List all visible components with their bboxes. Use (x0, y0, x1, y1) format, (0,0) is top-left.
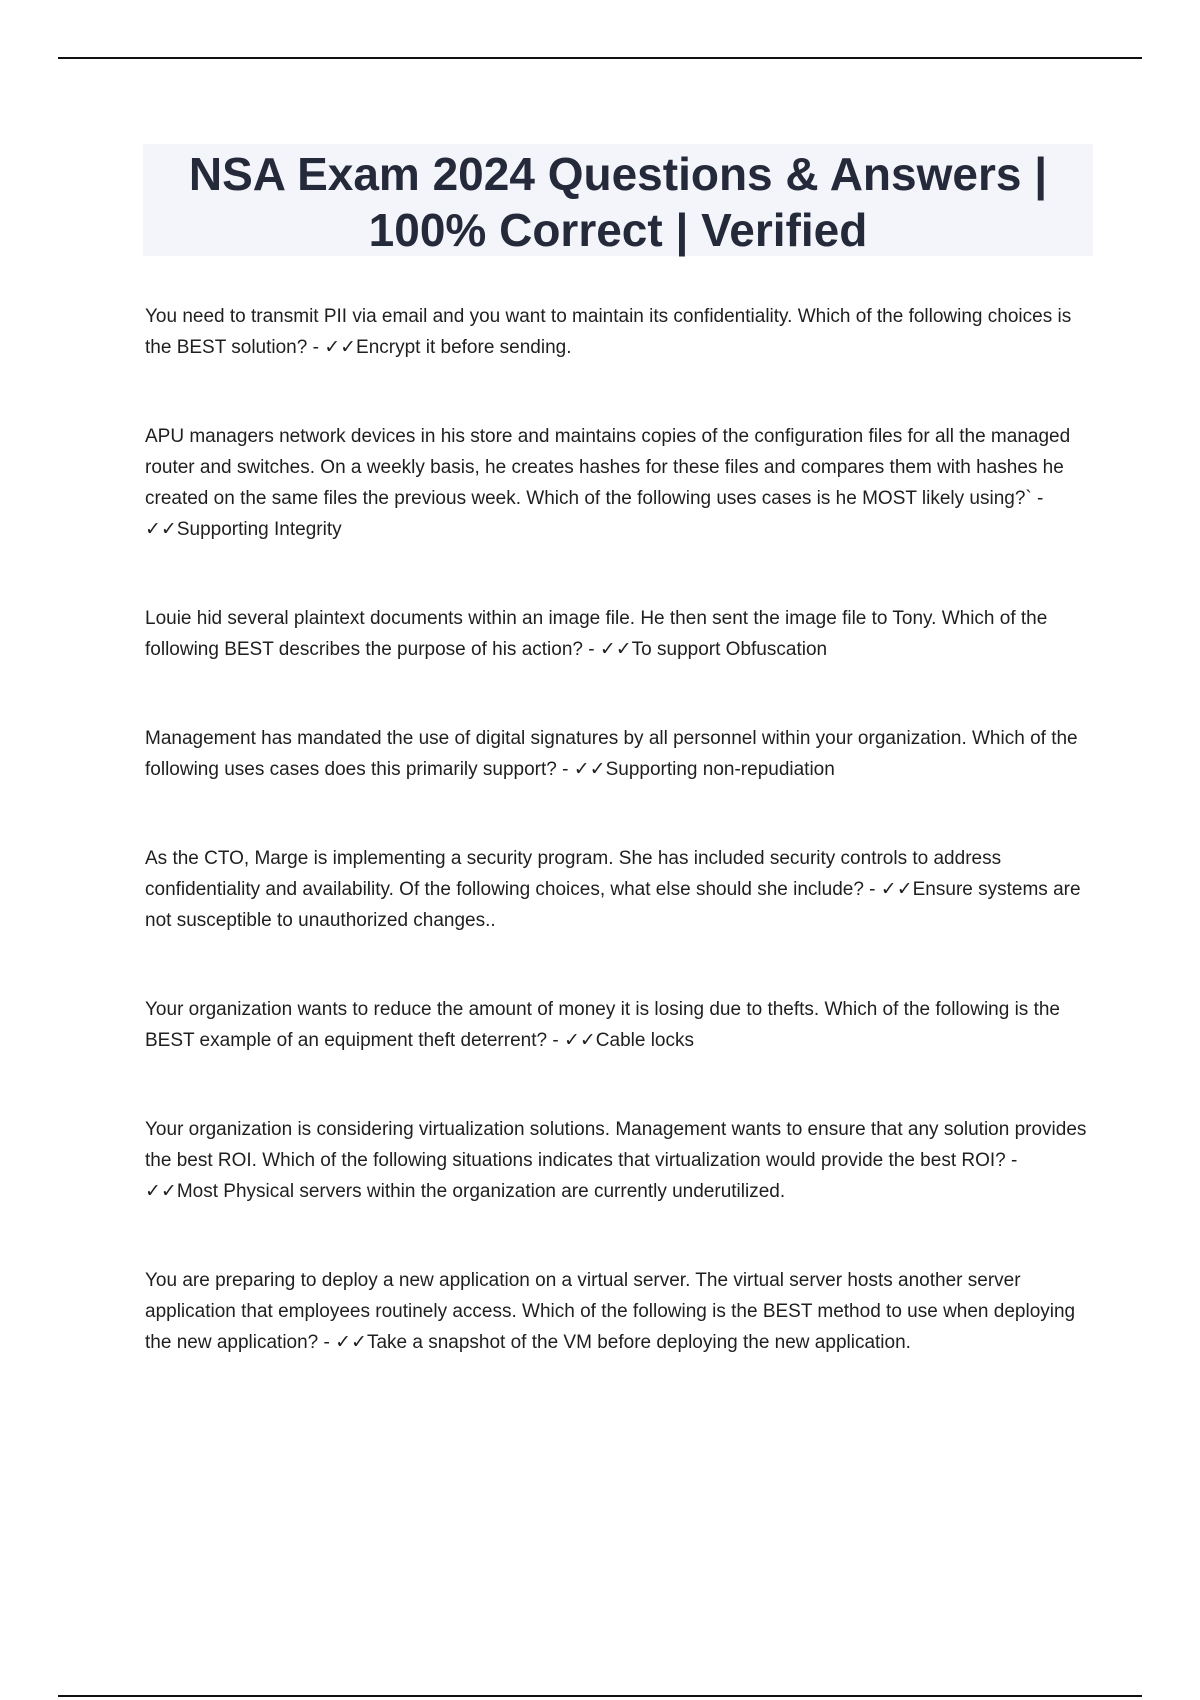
qa-item (145, 723, 1090, 785)
qa-item (145, 421, 1090, 545)
bottom-divider (58, 1695, 1142, 1697)
answer-text: ✓✓To support Obfuscation (599, 639, 828, 660)
top-divider (58, 57, 1142, 59)
question-text: You are preparing to deploy a new application on a virtual server. The virtual server hosts another server application that employees routinely access. Which of the following is the BEST method to use when deploying the new application? - (145, 1270, 1076, 1353)
question-text: As the CTO, Marge is implementing a security program. She has included security controls to address confidentiality and availability. Of the following choices, what else should she include? - (145, 848, 1002, 900)
qa-item (145, 843, 1090, 936)
answer-text: ✓✓Take a snapshot of the VM before deploying the new application. (335, 1332, 911, 1353)
question-text: Management has mandated the use of digital signatures by all personnel within your organization. Which of the following uses cases does this primarily support? - (145, 728, 1078, 780)
qa-list (145, 301, 1090, 1416)
answer-text: ✓✓Most Physical servers within the organization are currently underutilized. (145, 1181, 786, 1202)
question-text: APU managers network devices in his store and maintains copies of the configuration files for all the managed router and switches. On a weekly basis, he creates hashes for these files and compares them with hashes he created on the same files the previous week. Which of the following uses cases is he MOST likely using?` - (145, 426, 1071, 509)
qa-item (145, 603, 1090, 665)
answer-text: ✓✓Supporting non-repudiation (573, 759, 835, 780)
answer-text: ✓✓Supporting Integrity (145, 519, 342, 540)
qa-item (145, 1114, 1090, 1207)
question-text: Louie hid several plaintext documents within an image file. He then sent the image file to Tony. Which of the following BEST describes the purpose of his action? - (145, 608, 1048, 660)
question-text: Your organization is considering virtualization solutions. Management wants to ensure that any solution provides the best ROI. Which of the following situations indicates that virtualization would provide the best ROI? - (145, 1119, 1087, 1171)
answer-text: ✓✓Encrypt it before sending. (324, 337, 572, 358)
question-text: Your organization wants to reduce the amount of money it is losing due to thefts. Which of the following is the BEST example of an equipment theft deterrent? - (145, 999, 1060, 1051)
answer-text: ✓✓Cable locks (563, 1030, 695, 1051)
qa-item (145, 1265, 1090, 1358)
title-banner (143, 144, 1093, 256)
qa-item (145, 301, 1090, 363)
question-text: You need to transmit PII via email and you want to maintain its confidentiality. Which of the following choices is the BEST solution? - (145, 306, 1072, 358)
answer-text: ✓✓Ensure systems are not susceptible to unauthorized changes.. (145, 879, 1081, 931)
page-title: NSA Exam 2024 Questions & Answers | 100% Correct | Verified (188, 148, 1048, 256)
qa-item (145, 994, 1090, 1056)
